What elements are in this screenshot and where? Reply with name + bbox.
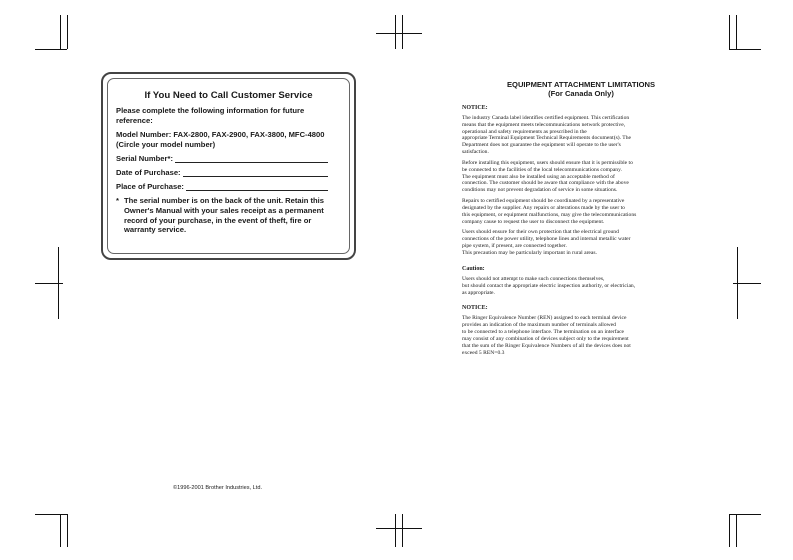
- place-of-purchase-label: Place of Purchase:: [116, 182, 184, 192]
- text-line: appropriate Terminal Equipment Technical Requirements document(s). The: [462, 135, 631, 142]
- crop-mark: [729, 49, 761, 50]
- text-line: company cause to request the user to disconnect the equipment.: [462, 218, 605, 225]
- place-of-purchase-line: [116, 182, 341, 191]
- customer-service-box: [101, 72, 356, 260]
- text-line: conditions may not prevent degradation of service in some situations.: [462, 187, 618, 194]
- crop-mark: [395, 514, 396, 547]
- serial-number-note: [116, 196, 341, 234]
- text-line: exceed 5 REN=0.3: [462, 349, 505, 356]
- text-line: satisfaction.: [462, 149, 489, 156]
- crop-mark: [729, 15, 730, 49]
- model-number-text: Model Number: FAX-2800, FAX-2900, FAX-3800, MFC-4800 (Circle your model number): [116, 130, 325, 149]
- customer-service-inner-frame: [107, 78, 350, 254]
- crop-mark: [402, 15, 403, 49]
- serial-number-label: Serial Number*:: [116, 154, 173, 164]
- crop-mark: [35, 49, 67, 50]
- crop-mark: [729, 514, 761, 515]
- text-line: operational and safety requirements as prescribed in the: [462, 128, 587, 135]
- text-line: Users should not attempt to make such connections themselves,: [462, 275, 605, 282]
- text-line: this equipment, or equipment malfunctions, may give the telecommunications: [462, 211, 637, 218]
- crop-mark: [729, 514, 730, 547]
- text-line: connection. The customer should be aware that compliance with the above: [462, 180, 629, 187]
- note-text: The serial number is on the back of the unit. Retain this Owner's Manual with your sales receipt as a permanent record of your purchase, in the event of theft, fire or warranty service.: [124, 196, 324, 235]
- crop-mark: [376, 528, 422, 529]
- note-asterisk: *: [116, 196, 119, 206]
- text-line: This precaution may be particularly important in rural areas.: [462, 250, 597, 256]
- copyright-text: ©1996-2001 Brother Industries, Ltd.: [173, 485, 263, 491]
- crop-mark: [376, 33, 422, 34]
- crop-mark: [67, 15, 68, 49]
- text-line: designated by the supplier. Any repairs or alterations made by the user to: [462, 204, 625, 211]
- text-line: as appropriate.: [462, 289, 495, 296]
- date-of-purchase-line: [116, 168, 341, 177]
- text-line: Before installing this equipment, users should ensure that it is permissible to: [462, 159, 633, 166]
- crop-mark: [402, 514, 403, 547]
- paragraph-certification: [462, 115, 700, 156]
- text-line: Users should ensure for their own protection that the electrical ground: [462, 229, 619, 236]
- equipment-title-block: [462, 80, 700, 99]
- text-line: The equipment must also be installed using an acceptable method of: [462, 173, 615, 180]
- paragraph-repairs: [462, 198, 700, 225]
- paragraph-caution: [462, 276, 700, 297]
- serial-number-blank: [175, 154, 328, 163]
- text-line: The industry Canada label identifies certified equipment. This certification: [462, 114, 630, 121]
- crop-mark: [736, 15, 737, 49]
- crop-mark: [395, 15, 396, 49]
- text-line: Repairs to certified equipment should be coordinated by a representative: [462, 198, 625, 205]
- date-of-purchase-label: Date of Purchase:: [116, 168, 181, 178]
- place-of-purchase-blank: [186, 182, 328, 191]
- paragraph-ren: [462, 315, 700, 356]
- text-line: connections of the power utility, telephone lines and internal metallic water: [462, 236, 631, 243]
- customer-service-intro: Please complete the following information for future reference:: [116, 106, 305, 125]
- text-line: provides an indication of the maximum number of terminals allowed: [462, 322, 616, 329]
- equipment-subtitle: (For Canada Only): [548, 89, 614, 99]
- paragraph-grounding: [462, 229, 700, 256]
- text-line: means that the equipment meets telecommunications network protective,: [462, 121, 626, 128]
- crop-mark: [58, 247, 59, 319]
- text-line: but should contact the appropriate electric inspection authority, or electrician,: [462, 282, 636, 289]
- crop-mark: [736, 514, 737, 547]
- paragraph-installation: [462, 160, 700, 194]
- text-line: pipe system, if present, are connected together.: [462, 243, 567, 250]
- text-line: may consist of any combination of devices subject only to the requirement: [462, 335, 629, 342]
- text-line: be connected to the facilities of the local telecommunications company.: [462, 166, 622, 173]
- crop-mark: [60, 514, 61, 547]
- text-line: to be connected to a telephone interface. The termination on an interface: [462, 329, 625, 336]
- date-of-purchase-blank: [183, 168, 328, 177]
- text-line: The Ringer Equivalence Number (REN) assigned to each terminal device: [462, 315, 627, 322]
- notice-heading: NOTICE:: [462, 104, 488, 111]
- crop-mark: [67, 514, 68, 547]
- crop-mark: [737, 247, 738, 319]
- crop-mark: [35, 514, 67, 515]
- text-line: Department does not guarantee the equipment will operate to the user's: [462, 142, 621, 149]
- equipment-title: EQUIPMENT ATTACHMENT LIMITATIONS: [506, 80, 656, 89]
- crop-mark: [60, 15, 61, 49]
- equipment-attachment-section: [462, 80, 700, 360]
- caution-heading: Caution:: [462, 265, 485, 272]
- text-line: that the sum of the Ringer Equivalence Numbers of all the devices does not: [462, 342, 631, 349]
- notice-heading-ren: NOTICE:: [462, 305, 488, 312]
- serial-number-line: [116, 154, 341, 163]
- customer-service-title: If You Need to Call Customer Service: [144, 90, 313, 101]
